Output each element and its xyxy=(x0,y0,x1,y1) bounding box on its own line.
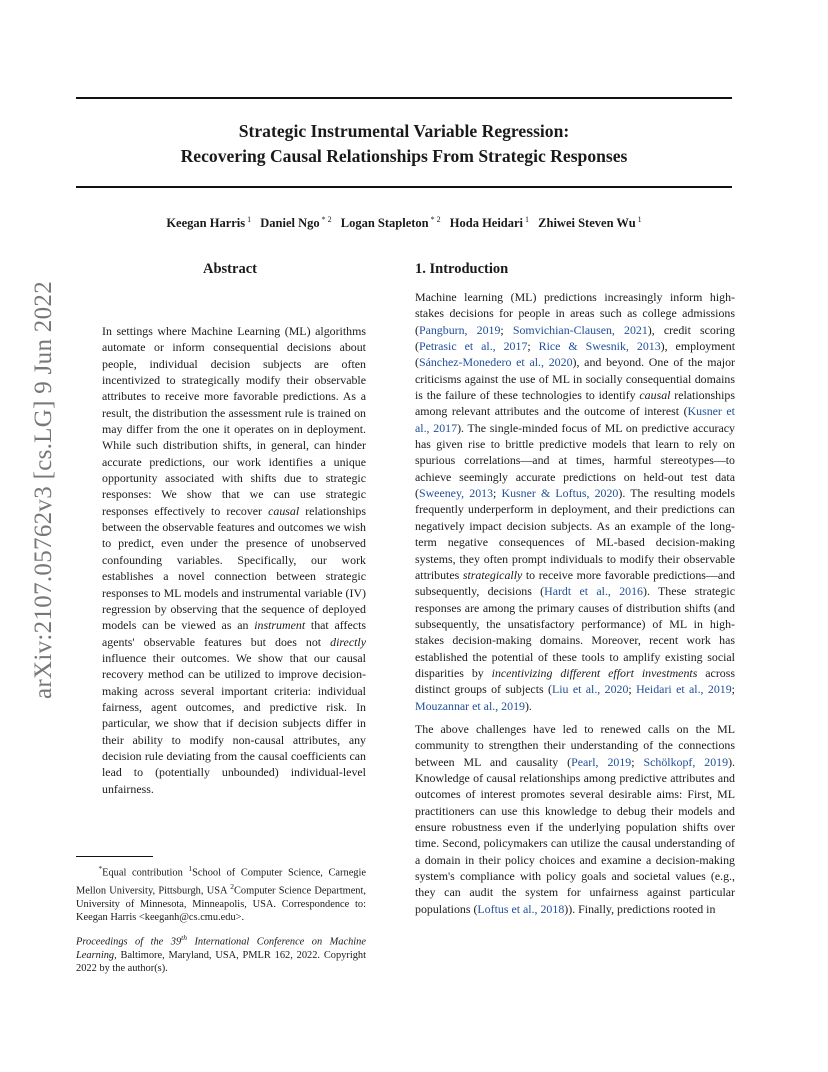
citation-link[interactable]: Petrasic et al., 2017 xyxy=(418,339,528,354)
citation-link[interactable]: Pangburn, 2019 xyxy=(418,322,501,337)
title-line-2: Recovering Causal Relationships From Strategic Responses xyxy=(180,146,628,166)
citation-link[interactable]: Sánchez-Monedero et al., 2020 xyxy=(418,355,573,370)
abstract-paragraph: In settings where Machine Learning (ML) algorithms automate or inform consequential decisions about people, individual decision subjects are often incentivized to strategically modify their observable attributes to receive more favorable predictions. As a result, the distribution the assessment rule is trained on may differ from the one it operates on in deployment. While such distribution shifts, in general, can hinder accurate predictions, our work identifies a unique opportunity associated with shifts due to strategic responses: We show that we can use strategic responses effectively to recover causal relationships between the observable features and outcomes we wish to predict, even under the presence of unobserved confounding variables. Specifically, our work establishes a novel connection between strategic responses to ML models and instrumental variable (IV) regression by observing that the sequence of deployed models can be viewed as an instrument that affects agents' observable features but does not directly influence their outcomes. We show that our causal recovery method can be utilized to improve decision-making across several important criteria: individual fairness, agent outcomes, and predictive risk. In particular, we show that if decision subjects differ in their ability to modify non-causal attributes, any decision rule deviating from the causal coefficients can lead to (potentially unbounded) individual-level unfairness. xyxy=(102,324,366,796)
author-list xyxy=(76,215,732,231)
introduction-body xyxy=(415,289,735,917)
abstract-heading: Abstract xyxy=(203,261,257,277)
citation-link[interactable]: Rice & Swesnik, 2013 xyxy=(538,339,661,354)
abstract-body xyxy=(102,323,366,797)
citation-link[interactable]: Schölkopf, 2019 xyxy=(643,754,729,769)
title-bottom-rule xyxy=(76,186,732,188)
paper-title xyxy=(76,119,732,169)
citation-link[interactable]: Pearl, 2019 xyxy=(571,754,632,769)
citation-link[interactable]: Sweeney, 2013 xyxy=(418,486,494,501)
proceedings-footnote: Proceedings of the 39th International Conference on Machine Learning, Baltimore, Maryland, USA, PMLR 162, 2022. Copyright 2022 by the author(s). xyxy=(76,933,366,975)
citation-link[interactable]: Mouzannar et al., 2019 xyxy=(415,698,525,713)
title-line-1: Strategic Instrumental Variable Regression: xyxy=(238,121,570,141)
author-name: Zhiwei Steven Wu xyxy=(538,216,636,231)
author-affiliation-mark: * 2 xyxy=(321,215,332,224)
author xyxy=(260,216,331,230)
author xyxy=(166,216,251,230)
author-affiliation-mark: 1 xyxy=(247,215,252,224)
author-name: Hoda Heidari xyxy=(449,216,524,231)
author xyxy=(341,216,441,230)
author-name: Logan Stapleton xyxy=(340,216,429,231)
arxiv-identifier: arXiv:2107.05762v3 [cs.LG] 9 Jun 2022 xyxy=(30,281,57,699)
author-name: Keegan Harris xyxy=(166,216,246,231)
author xyxy=(450,216,529,230)
citation-link[interactable]: Kusner et al., 2017 xyxy=(415,404,735,435)
citation-link[interactable]: Hardt et al., 2016 xyxy=(544,584,643,599)
author-name: Daniel Ngo xyxy=(260,216,320,231)
title-top-rule xyxy=(76,97,732,99)
intro-paragraph-2: The above challenges have led to renewed calls on the ML community to strengthen their understanding of the connections between ML and causality (Pearl, 2019; Schölkopf, 2019). Knowledge of causal relationships among predictive attributes and outcomes of interest promotes several desirable aims: First, ML practitioners can use this knowledge to debug their models and ensure robustness even if the underlying population shifts over time. Second, policymakers can utilize the causal understanding of a domain in their policy choices and examine a decision-making system's compliance with policy goals and societal values (e.g., they can audit the system for unfairness against particular populations (Loftus et al., 2018)). Finally, predictions rooted in xyxy=(415,721,735,916)
author-affiliation-mark: 1 xyxy=(637,215,642,224)
intro-paragraph-1: Machine learning (ML) predictions increasingly inform high-stakes decisions for people in areas such as college admissions (Pangburn, 2019; Somvichian-Clausen, 2021), credit scoring (Petrasic et al., 2017; Rice & Swesnik, 2013), employment (Sánchez-Monedero et al., 2020), and beyond. One of the major criticisms against the use of ML in socially consequential domains is the failure of these technologies to identify causal relationships among relevant attributes and the outcome of interest (Kusner et al., 2017). The single-minded focus of ML on predictive accuracy has given rise to brittle predictive models that learn to rely on spurious correlations—and at times, harmful stereotypes—to achieve seemingly accurate predictions on held-out test data (Sweeney, 2013; Kusner & Loftus, 2020). The resulting models frequently underperform in deployment, and their predictions can negatively impact decision subjects. As an example of the long-term negative consequences of ML-based decision-making systems, they often prompt individuals to modify their observable attributes strategically to receive more favorable predictions—and subsequently, decisions (Hardt et al., 2016). These strategic responses are among the primary causes of distribution shifts (and subsequently, the unsatisfactory performance) of ML in high-stakes decision-making domains. Moreover, recent work has established the potential of these tools to amplify existing social disparities by incentivizing different effort investments across distinct groups of subjects (Liu et al., 2020; Heidari et al., 2019; Mouzannar et al., 2019). xyxy=(415,290,735,713)
author-affiliation-mark: * 2 xyxy=(430,215,441,224)
author-affiliation-mark: 1 xyxy=(525,215,530,224)
citation-link[interactable]: Liu et al., 2020 xyxy=(551,682,629,697)
citation-link[interactable]: Kusner & Loftus, 2020 xyxy=(501,486,619,501)
introduction-heading: 1. Introduction xyxy=(415,261,509,277)
footnote-rule xyxy=(76,856,153,857)
affiliation-footnote: *Equal contribution $^1$School of Computer Science, Carnegie Mellon University, Pittsburgh, USA $^2$Computer Science Department, University of Minnesota, Minneapolis, USA. Correspondence to: Keegan Harris <keeganh@cs.cmu.edu>. xyxy=(76,864,366,924)
citation-link[interactable]: Heidari et al., 2019 xyxy=(636,682,732,697)
citation-link[interactable]: Somvichian-Clausen, 2021 xyxy=(512,322,648,337)
author xyxy=(538,216,641,230)
citation-link[interactable]: Loftus et al., 2018 xyxy=(477,901,565,916)
